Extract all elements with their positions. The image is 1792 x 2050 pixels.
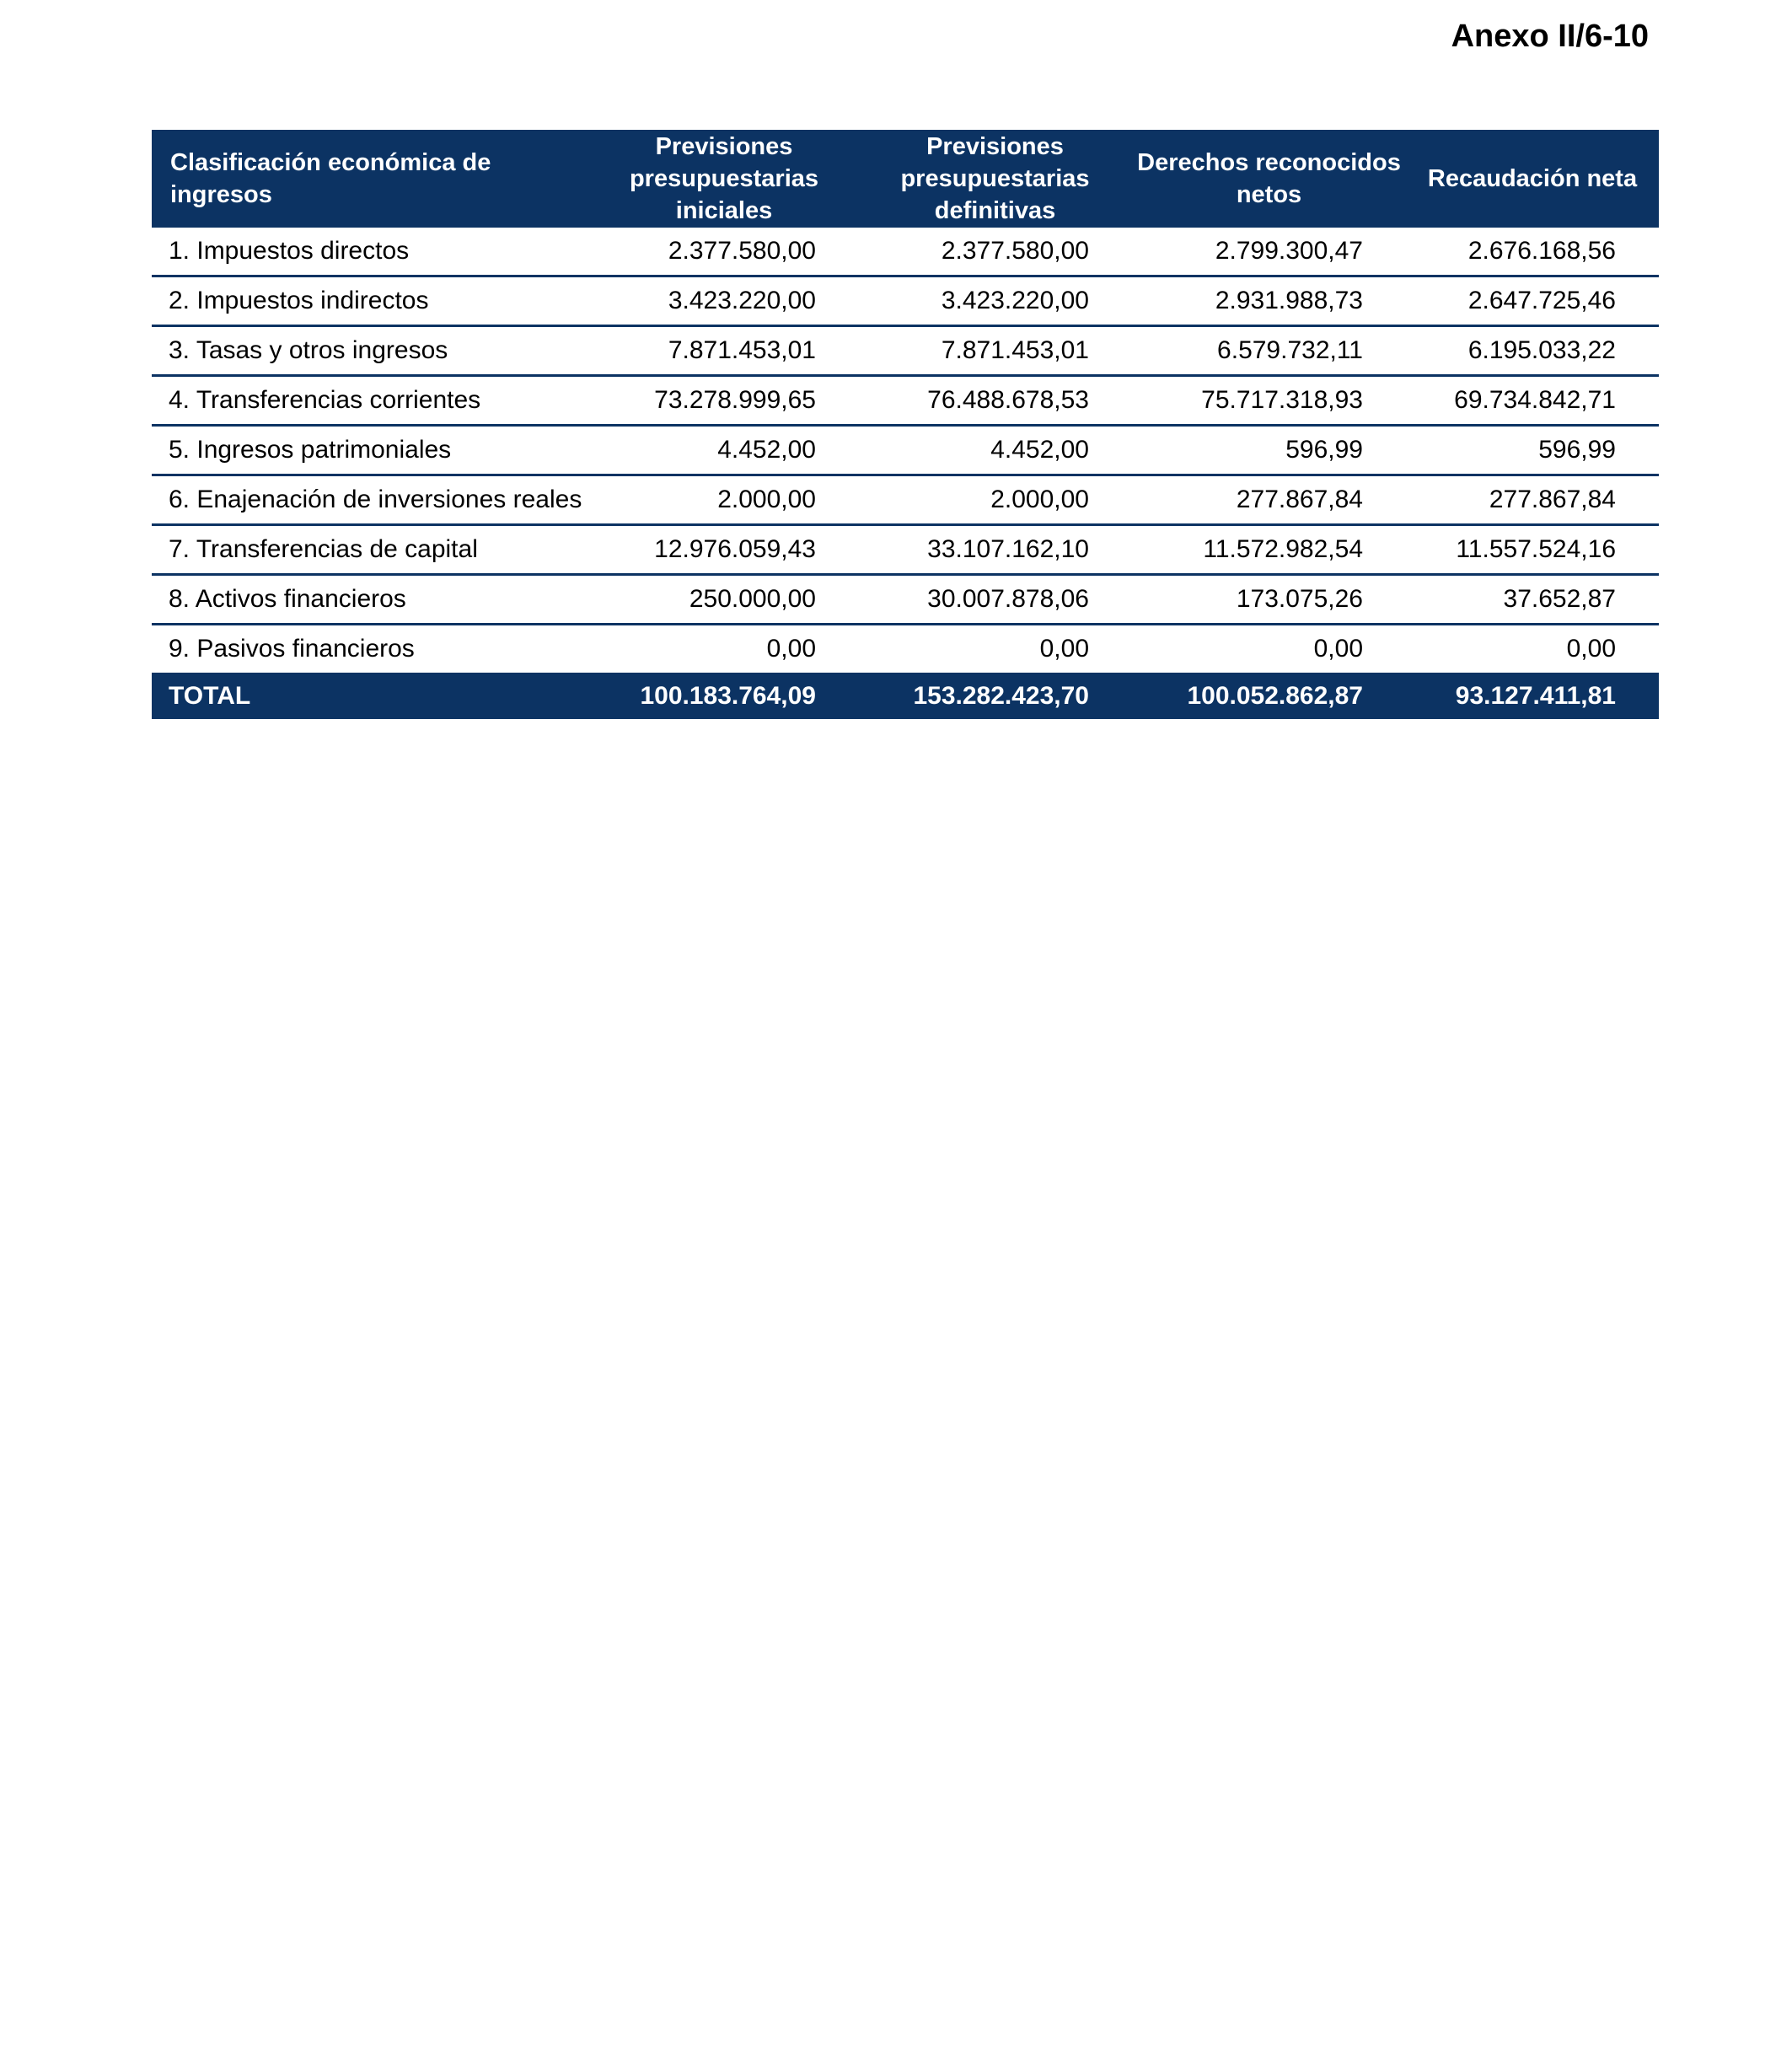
table-row — [152, 475, 1659, 525]
cell-net-collection: 596,99 — [1406, 426, 1659, 475]
table-row — [152, 326, 1659, 376]
total-initial-forecasts: 100.183.764,09 — [640, 681, 816, 710]
table-row — [152, 276, 1659, 326]
table-row — [152, 426, 1659, 475]
cell-net-collection: 277.867,84 — [1406, 475, 1659, 525]
cell-net-recognized-rights: 11.572.982,54 — [1132, 525, 1406, 575]
cell-net-collection: 2.676.168,56 — [1406, 228, 1659, 276]
row-label: 2. Impuestos indirectos — [152, 276, 590, 326]
cell-final-forecasts: 30.007.878,06 — [858, 575, 1132, 625]
table-header — [152, 130, 1659, 228]
cell-net-recognized-rights: 596,99 — [1132, 426, 1406, 475]
cell-final-forecasts: 4.452,00 — [858, 426, 1132, 475]
row-label: 7. Transferencias de capital — [152, 525, 590, 575]
table-row — [152, 625, 1659, 673]
cell-net-collection: 11.557.524,16 — [1406, 525, 1659, 575]
row-label: 5. Ingresos patrimoniales — [152, 426, 590, 475]
row-label: 1. Impuestos directos — [152, 228, 590, 276]
cell-final-forecasts: 3.423.220,00 — [858, 276, 1132, 326]
cell-initial-forecasts: 73.278.999,65 — [590, 376, 858, 426]
cell-initial-forecasts: 4.452,00 — [590, 426, 858, 475]
total-label: TOTAL — [169, 681, 251, 710]
total-net-recognized-rights: 100.052.862,87 — [1187, 681, 1363, 710]
annex-title: Anexo II/6-10 — [1451, 19, 1649, 54]
table-row — [152, 376, 1659, 426]
cell-net-collection: 37.652,87 — [1406, 575, 1659, 625]
table-row — [152, 525, 1659, 575]
cell-initial-forecasts: 2.000,00 — [590, 475, 858, 525]
table-body — [152, 228, 1659, 673]
header-final-forecasts: Previsiones presupuestarias definitivas — [900, 133, 1090, 224]
cell-initial-forecasts: 0,00 — [766, 635, 816, 663]
cell-final-forecasts: 7.871.453,01 — [858, 326, 1132, 376]
cell-net-collection: 0,00 — [1566, 635, 1616, 663]
row-label: 8. Activos financieros — [152, 575, 590, 625]
cell-net-collection: 6.195.033,22 — [1406, 326, 1659, 376]
cell-net-collection: 2.647.725,46 — [1406, 276, 1659, 326]
cell-net-recognized-rights: 173.075,26 — [1132, 575, 1406, 625]
cell-initial-forecasts: 7.871.453,01 — [590, 326, 858, 376]
total-final-forecasts: 153.282.423,70 — [913, 681, 1089, 710]
row-label: 9. Pasivos financieros — [169, 635, 415, 663]
header-net-collection: Recaudación neta — [1427, 165, 1638, 192]
cell-net-recognized-rights: 277.867,84 — [1132, 475, 1406, 525]
total-net-collection: 93.127.411,81 — [1455, 681, 1616, 710]
cell-net-recognized-rights: 2.931.988,73 — [1132, 276, 1406, 326]
cell-final-forecasts: 76.488.678,53 — [858, 376, 1132, 426]
table-row — [152, 575, 1659, 625]
row-label: 3. Tasas y otros ingresos — [152, 326, 590, 376]
header-row — [152, 130, 1659, 228]
cell-final-forecasts: 2.000,00 — [858, 475, 1132, 525]
header-initial-forecasts: Previsiones presupuestarias iniciales — [629, 133, 819, 224]
cell-net-collection: 69.734.842,71 — [1406, 376, 1659, 426]
cell-net-recognized-rights: 2.799.300,47 — [1132, 228, 1406, 276]
header-classification: Clasificación económica de ingresos — [170, 149, 491, 208]
cell-initial-forecasts: 2.377.580,00 — [590, 228, 858, 276]
cell-net-recognized-rights: 75.717.318,93 — [1132, 376, 1406, 426]
total-row — [152, 673, 1659, 719]
row-label: 6. Enajenación de inversiones reales — [152, 475, 590, 525]
header-net-recognized-rights: Derechos reconocidos netos — [1137, 149, 1401, 208]
row-label: 4. Transferencias corrientes — [152, 376, 590, 426]
cell-net-recognized-rights: 6.579.732,11 — [1132, 326, 1406, 376]
table-row — [152, 228, 1659, 276]
cell-final-forecasts: 33.107.162,10 — [858, 525, 1132, 575]
cell-initial-forecasts: 12.976.059,43 — [590, 525, 858, 575]
cell-initial-forecasts: 3.423.220,00 — [590, 276, 858, 326]
cell-final-forecasts: 2.377.580,00 — [858, 228, 1132, 276]
income-classification-table — [152, 130, 1659, 719]
cell-final-forecasts: 0,00 — [1039, 635, 1089, 663]
cell-initial-forecasts: 250.000,00 — [590, 575, 858, 625]
table-footer — [152, 673, 1659, 719]
cell-net-recognized-rights: 0,00 — [1313, 635, 1363, 663]
